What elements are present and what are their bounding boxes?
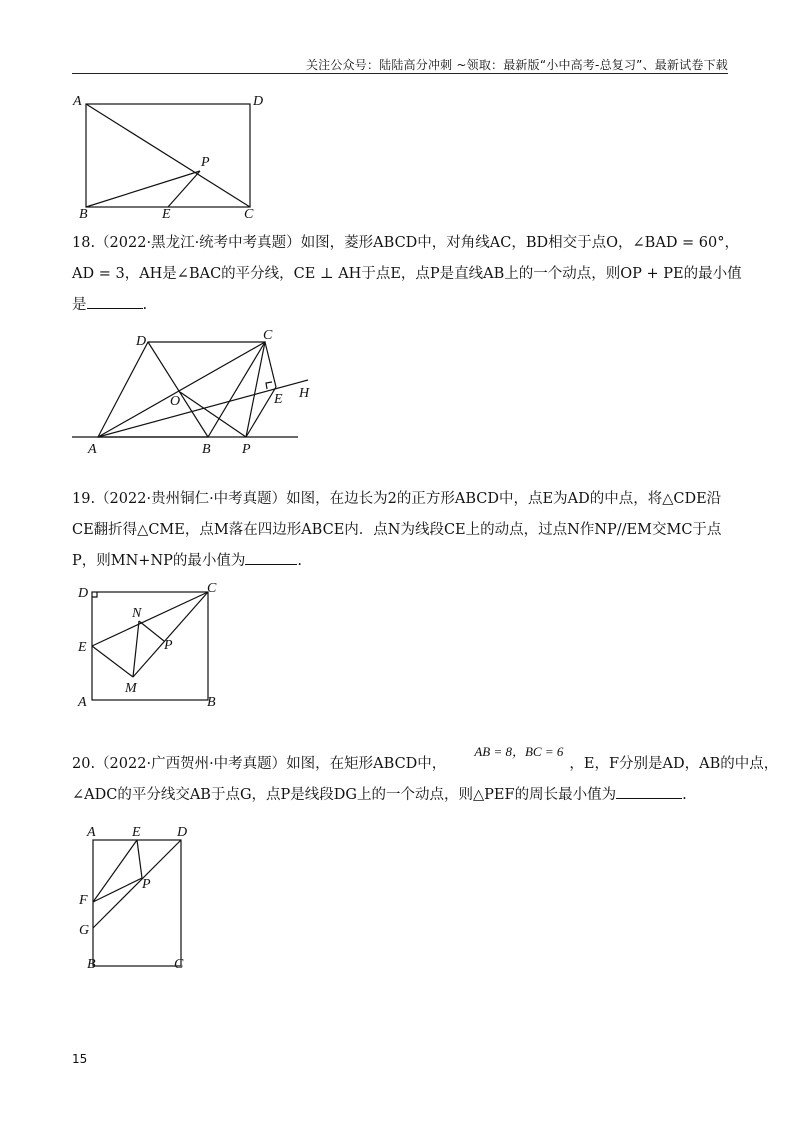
q18-number: 18. (72, 235, 96, 251)
q18-line3: 是 (72, 297, 87, 313)
q19-end: . (297, 553, 302, 569)
answer-blank-18[interactable] (87, 294, 143, 309)
q19-line1: 如图，在边长为2的正方形ABCD中，点E为AD的中点，将△CDE沿 (286, 491, 722, 507)
figure-19 (74, 580, 234, 710)
q18-source: （2022·黑龙江·统考中考真题） (95, 235, 301, 251)
right-angle-mark-d (92, 592, 97, 597)
label-e: E (78, 640, 87, 655)
q19-line2: CE翻折得△CME，点M落在四边形ABCE内．点N为线段CE上的动点，过点N作NP//EM交MC于点 (72, 522, 722, 538)
label-p: P (242, 442, 251, 457)
label-b: B (202, 442, 211, 457)
segment-nm (133, 621, 139, 677)
segment-op (180, 392, 246, 437)
figure-18 (70, 325, 330, 460)
square-abcd (92, 592, 208, 700)
label-f: F (79, 893, 88, 908)
diagonal-bd (148, 342, 208, 437)
label-c: C (263, 328, 273, 343)
label-p: P (142, 877, 151, 892)
segment-fp (93, 878, 142, 902)
q20-number: 20. (72, 756, 96, 772)
label-c: C (207, 581, 217, 596)
label-e: E (132, 825, 141, 840)
diagonal-ac (86, 104, 250, 207)
label-o: O (170, 394, 181, 409)
q20-source: （2022·广西贺州·中考真题） (95, 756, 287, 772)
q20-line1b: ，E，F分别是AD，AB的中点， (569, 756, 779, 772)
answer-blank-20[interactable] (616, 784, 682, 799)
segment-mc (133, 592, 208, 677)
q18-line1: 如图，菱形ABCD中，对角线AC，BD相交于点O，∠BAD = 60°， (300, 235, 740, 251)
label-e: E (274, 392, 283, 407)
segment-bp (86, 171, 200, 207)
q18-end: . (142, 297, 148, 313)
label-b: B (207, 695, 216, 710)
q20-line2: ∠ADC的平分线交AB于点G，点P是线段DG上的一个动点，则△PEF的周长最小值为 (72, 787, 617, 803)
label-c: C (174, 957, 184, 972)
segment-em (92, 646, 133, 677)
label-m: M (125, 681, 137, 696)
segment-fe (93, 840, 137, 902)
label-c: C (244, 207, 254, 222)
q20-end: . (682, 787, 687, 803)
label-a: A (87, 825, 96, 840)
q20-condition: AB = 8，BC = 6 (474, 744, 564, 759)
q19-line3: P，则MN+NP的最小值为 (72, 553, 246, 569)
label-a: A (88, 442, 97, 457)
label-d: D (78, 586, 89, 601)
figure-20 (74, 822, 204, 972)
label-a: A (78, 695, 87, 710)
question-18 (72, 228, 742, 321)
question-19 (72, 484, 732, 577)
label-g: G (79, 923, 90, 938)
segment-ce (265, 342, 276, 387)
label-d: D (253, 94, 264, 109)
label-p: P (201, 155, 210, 170)
segment-ep (137, 840, 142, 878)
page-header: 关注公众号：陆陆高分冲刺 ~领取：最新版“小中高考-总复习”、最新试卷下载 (305, 58, 728, 72)
q18-line2: AD = 3，AH是∠BAC的平分线，CE ⊥ AH于点E，点P是直线AB上的一个动点，则OP + PE的最小值 (72, 266, 742, 282)
label-h: H (299, 386, 310, 401)
header-rule (72, 73, 728, 74)
label-b: B (79, 207, 88, 222)
label-e: E (162, 207, 171, 222)
rectangle-abcd (93, 840, 181, 966)
label-d: D (136, 334, 147, 349)
page-number: 15 (72, 1052, 88, 1066)
figure-17 (70, 92, 270, 222)
right-angle-mark-e (266, 382, 272, 389)
label-b: B (87, 957, 96, 972)
segment-cp (246, 342, 265, 437)
label-d: D (177, 825, 188, 840)
label-a: A (73, 94, 82, 109)
segment-np (139, 621, 164, 641)
segment-ec (92, 592, 208, 646)
label-p: P (164, 638, 173, 653)
label-n: N (132, 606, 142, 621)
answer-blank-19[interactable] (245, 550, 297, 565)
q19-source: （2022·贵州铜仁·中考真题） (95, 491, 287, 507)
q20-line1a: 如图，在矩形ABCD中， (286, 756, 447, 772)
q19-number: 19. (72, 491, 96, 507)
question-20 (72, 744, 779, 811)
